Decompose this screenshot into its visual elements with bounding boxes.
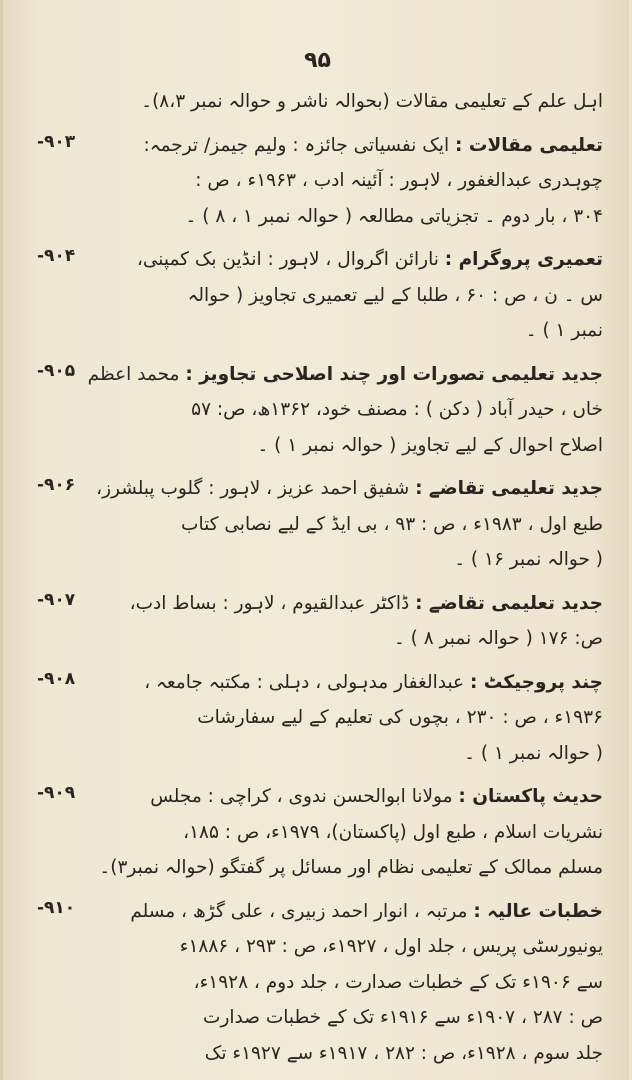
entry-line (99, 665, 603, 701)
entry-line (99, 965, 603, 1001)
entry-body (37, 586, 603, 657)
entry-text: ۳۰۴ ، بار دوم ۔ تجزیاتی مطالعہ ( حوالہ نمبر ۱ ، ۸ ) ۔ (185, 205, 603, 227)
entry-title: جدید تعلیمی تقاضے : (415, 478, 603, 499)
entry-line (99, 163, 603, 199)
entry-body (37, 128, 603, 235)
entry-text: ڈاکٹر عبدالقیوم ، لاہور : بساط ادب، (129, 592, 416, 614)
entry-text: ایک نفسیاتی جائزہ : ولیم جیمز/ ترجمہ: (143, 134, 456, 156)
entry-number: -۹۰۷ (37, 589, 76, 610)
bibliography-entry (37, 357, 603, 464)
entry-line (99, 128, 603, 164)
entry-text: ( حوالہ نمبر ۱۶ ) ۔ (454, 549, 603, 570)
entry-number: -۹۰۳ (37, 131, 76, 152)
entry-line (99, 1000, 603, 1036)
bibliography-list (37, 84, 603, 1079)
bibliography-entry (37, 665, 603, 772)
entry-text: خاں ، حیدر آباد ( دکن ) : مصنف خود، ۱۳۶۲ھ، ص: ۵۷ (191, 399, 603, 420)
entry-number: -۹۱۰ (37, 897, 76, 918)
entry-text: جلد سوم ، ۱۹۲۸ء، ص : ۲۸۲ ، ۱۹۱۷ء سے ۱۹۲۷ء تک (204, 1042, 603, 1064)
entry-text: نمبر ۱ ) ۔ (525, 320, 603, 341)
entry-number: -۹۰۶ (37, 475, 76, 495)
entry-text: مرتبہ ، انوار احمد زبیری ، علی گڑھ ، مسلم (130, 900, 474, 922)
entry-text: محمد اعظم (87, 363, 186, 385)
entry-text: طبع اول ، ۱۹۸۳ء ، ص : ۹۳ ، بی ایڈ کے لیے نصابی کتاب (181, 513, 603, 535)
entry-line (99, 392, 603, 428)
entry-text: ۱۹۳۶ء ، ص : ۲۳۰ ، بچوں کی تعلیم کے لیے سفارشات (197, 707, 603, 728)
entry-number: -۹۰۵ (37, 360, 76, 381)
entry-body (37, 779, 603, 886)
entry-line (87, 357, 603, 393)
bibliography-entry (37, 894, 603, 1072)
entry-text: سے ۱۹۰۶ء تک کے خطبات صدارت ، جلد دوم ، ۱۹۲۸ء، (193, 971, 603, 993)
entry-text: اصلاح احوال کے لیے تجاویز ( حوالہ نمبر ۱ ) ۔ (257, 434, 603, 456)
bibliography-entry (37, 84, 603, 120)
entry-text: شفیق احمد عزیز ، لاہور : گلوب پبلشرز، (96, 478, 416, 499)
entry-line (99, 736, 603, 772)
entry-line (99, 313, 603, 349)
entry-line (99, 542, 603, 578)
entry-line (99, 1036, 603, 1072)
entry-line (99, 428, 603, 464)
entry-text: نارائن اگروال ، لاہور : انڈین بک کمپنی، (136, 249, 445, 270)
entry-number: -۹۰۴ (37, 246, 76, 266)
entry-body (37, 242, 603, 349)
entry-text: ص: ۱۷۶ ( حوالہ نمبر ۸ ) ۔ (393, 628, 603, 649)
entry-body (37, 894, 603, 1072)
entry-line (99, 242, 603, 278)
entry-body (37, 84, 603, 120)
bibliography-entry (37, 242, 603, 349)
entry-line (99, 779, 603, 815)
entry-title: چند پروجیکٹ : (469, 671, 603, 693)
entry-text: ( حوالہ نمبر ۱ ) ۔ (464, 742, 603, 764)
entry-text: عبدالغفار مدہولی ، دہلی : مکتبہ جامعہ ، (144, 671, 470, 693)
entry-text: ص : ۲۸۷ ، ۱۹۰۷ء سے ۱۹۱۶ء تک کے خطبات صدارت (203, 1007, 603, 1028)
bibliography-entry (37, 779, 603, 886)
entry-text: س ۔ ن ، ص : ۶۰ ، طلبا کے لیے تعمیری تجاویز ( حوالہ (187, 284, 603, 306)
entry-text: مسلم ممالک کے تعلیمی نظام اور مسائل پر گفتگو (حوالہ نمبر۳)۔ (99, 857, 603, 878)
entry-title: خطبات عالیہ : (473, 900, 603, 922)
entry-line (99, 815, 603, 851)
entry-line (99, 199, 603, 235)
entry-line (99, 929, 603, 965)
entry-title: جدید تعلیمی تصورات اور چند اصلاحی تجاویز : (185, 363, 603, 385)
entry-line (99, 507, 603, 543)
page-number: ۹۵ (304, 48, 331, 73)
entry-line (99, 700, 603, 736)
bibliography-entry (37, 128, 603, 235)
entry-line (99, 278, 603, 314)
entry-line (99, 894, 603, 930)
bibliography-entry (37, 586, 603, 657)
entry-body (37, 665, 603, 772)
bibliography-entry (37, 471, 603, 578)
entry-text: اہل علم کے تعلیمی مقالات (بحوالہ ناشر و حوالہ نمبر ۸،۳)۔ (141, 91, 603, 112)
entry-text: چوہدری عبدالغفور ، لاہور : آئینہ ادب ، ۱۹۶۳ء ، ص : (195, 170, 603, 191)
entry-title: تعمیری پروگرام : (444, 249, 603, 270)
entry-line (99, 621, 603, 657)
entry-number: -۹۰۹ (37, 783, 76, 803)
entry-line (99, 586, 603, 622)
entry-number: -۹۰۸ (37, 668, 76, 689)
entry-body (37, 357, 603, 464)
entry-text: یونیورسٹی پریس ، جلد اول ، ۱۹۲۷ء، ص : ۲۹۳ ، ۱۸۸۶ء (179, 936, 603, 957)
entry-text: نشریات اسلام ، طبع اول (پاکستان)، ۱۹۷۹ء، ص : ۱۸۵، (183, 821, 603, 843)
entry-line (99, 84, 603, 120)
entry-title: تعلیمی مقالات : (455, 134, 603, 156)
entry-title: جدید تعلیمی تقاضے : (415, 592, 603, 614)
entry-line (99, 850, 603, 886)
entry-line (96, 471, 603, 507)
entry-text: مولانا ابوالحسن ندوی ، کراچی : مجلس (150, 786, 459, 807)
entry-title: حدیث پاکستان : (458, 786, 603, 807)
entry-body (37, 471, 603, 578)
